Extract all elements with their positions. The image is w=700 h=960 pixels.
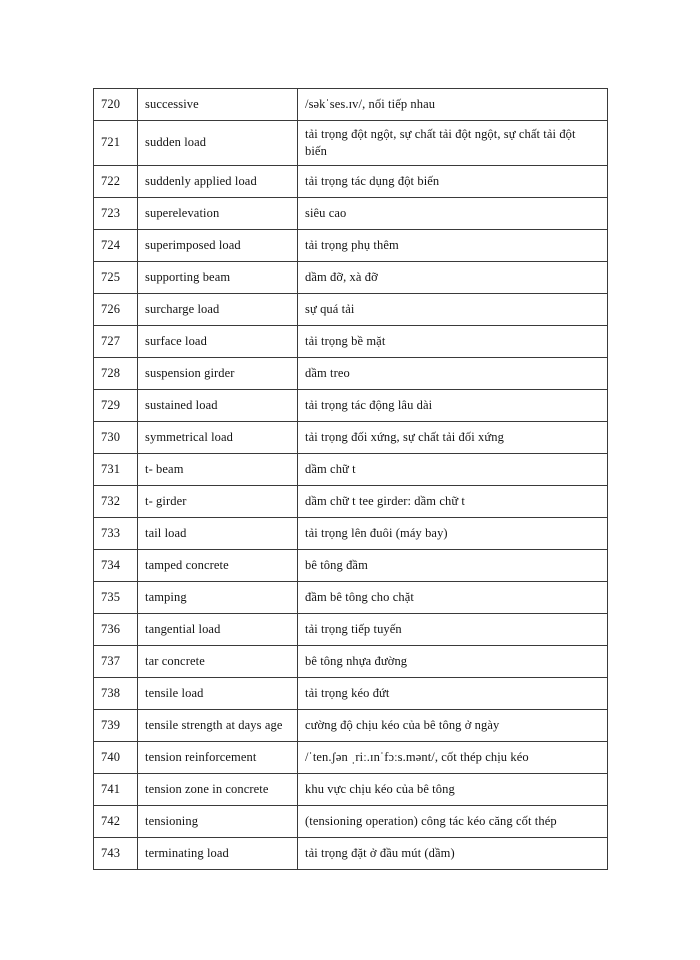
vietnamese-definition: tải trọng phụ thêm xyxy=(298,230,608,262)
table-row xyxy=(94,806,608,838)
entry-number: 734 xyxy=(94,550,138,582)
entry-number: 726 xyxy=(94,294,138,326)
table-row xyxy=(94,230,608,262)
english-term: suddenly applied load xyxy=(138,166,298,198)
table-row xyxy=(94,198,608,230)
english-term: superelevation xyxy=(138,198,298,230)
glossary-table xyxy=(93,88,608,870)
vietnamese-definition: siêu cao xyxy=(298,198,608,230)
vietnamese-definition: tải trọng tiếp tuyến xyxy=(298,614,608,646)
table-row xyxy=(94,550,608,582)
vietnamese-definition: dầm chữ t tee girder: dầm chữ t xyxy=(298,486,608,518)
table-row xyxy=(94,121,608,166)
vietnamese-definition: bê tông đầm xyxy=(298,550,608,582)
entry-number: 730 xyxy=(94,422,138,454)
entry-number: 742 xyxy=(94,806,138,838)
entry-number: 728 xyxy=(94,358,138,390)
vietnamese-definition: tải trọng đột ngột, sự chất tải đột ngột, sự chất tải đột biến xyxy=(298,121,608,166)
table-row xyxy=(94,166,608,198)
english-term: tangential load xyxy=(138,614,298,646)
english-term: tamping xyxy=(138,582,298,614)
english-term: successive xyxy=(138,89,298,121)
table-row xyxy=(94,486,608,518)
vietnamese-definition: tải trọng tác động lâu dài xyxy=(298,390,608,422)
table-row xyxy=(94,454,608,486)
table-row xyxy=(94,614,608,646)
entry-number: 732 xyxy=(94,486,138,518)
english-term: sustained load xyxy=(138,390,298,422)
english-term: tensioning xyxy=(138,806,298,838)
english-term: tamped concrete xyxy=(138,550,298,582)
entry-number: 743 xyxy=(94,838,138,870)
vietnamese-definition: tải trọng đặt ở đầu mút (dầm) xyxy=(298,838,608,870)
english-term: tension zone in concrete xyxy=(138,774,298,806)
entry-number: 721 xyxy=(94,121,138,166)
english-term: tensile strength at days age xyxy=(138,710,298,742)
entry-number: 738 xyxy=(94,678,138,710)
english-term: suspension girder xyxy=(138,358,298,390)
vietnamese-definition: tải trọng tác dụng đột biến xyxy=(298,166,608,198)
table-row xyxy=(94,838,608,870)
vietnamese-definition: tải trọng lên đuôi (máy bay) xyxy=(298,518,608,550)
table-row xyxy=(94,710,608,742)
english-term: tar concrete xyxy=(138,646,298,678)
vietnamese-definition: (tensioning operation) công tác kéo căng cốt thép xyxy=(298,806,608,838)
english-term: tail load xyxy=(138,518,298,550)
entry-number: 737 xyxy=(94,646,138,678)
vietnamese-definition: /ˈten.ʃən ˌriː.ɪnˈfɔːs.mənt/, cốt thép chịu kéo xyxy=(298,742,608,774)
vietnamese-definition: /səkˈses.ɪv/, nối tiếp nhau xyxy=(298,89,608,121)
english-term: t- girder xyxy=(138,486,298,518)
english-term: supporting beam xyxy=(138,262,298,294)
entry-number: 722 xyxy=(94,166,138,198)
entry-number: 740 xyxy=(94,742,138,774)
english-term: t- beam xyxy=(138,454,298,486)
english-term: tensile load xyxy=(138,678,298,710)
glossary-table-body xyxy=(94,89,608,870)
vietnamese-definition: khu vực chịu kéo của bê tông xyxy=(298,774,608,806)
table-row xyxy=(94,678,608,710)
english-term: surcharge load xyxy=(138,294,298,326)
table-row xyxy=(94,422,608,454)
english-term: superimposed load xyxy=(138,230,298,262)
entry-number: 731 xyxy=(94,454,138,486)
entry-number: 720 xyxy=(94,89,138,121)
vietnamese-definition: tải trọng đối xứng, sự chất tải đối xứng xyxy=(298,422,608,454)
entry-number: 736 xyxy=(94,614,138,646)
entry-number: 739 xyxy=(94,710,138,742)
english-term: terminating load xyxy=(138,838,298,870)
table-row xyxy=(94,582,608,614)
entry-number: 733 xyxy=(94,518,138,550)
entry-number: 723 xyxy=(94,198,138,230)
vietnamese-definition: bê tông nhựa đường xyxy=(298,646,608,678)
english-term: sudden load xyxy=(138,121,298,166)
entry-number: 725 xyxy=(94,262,138,294)
vietnamese-definition: cường độ chịu kéo của bê tông ở ngày xyxy=(298,710,608,742)
table-row xyxy=(94,294,608,326)
vietnamese-definition: tải trọng bề mặt xyxy=(298,326,608,358)
table-row xyxy=(94,646,608,678)
table-row xyxy=(94,518,608,550)
table-row xyxy=(94,262,608,294)
table-row xyxy=(94,390,608,422)
vietnamese-definition: sự quá tải xyxy=(298,294,608,326)
entry-number: 741 xyxy=(94,774,138,806)
english-term: surface load xyxy=(138,326,298,358)
table-row xyxy=(94,774,608,806)
entry-number: 729 xyxy=(94,390,138,422)
vietnamese-definition: dầm đỡ, xà đỡ xyxy=(298,262,608,294)
vietnamese-definition: đầm bê tông cho chặt xyxy=(298,582,608,614)
vietnamese-definition: tải trọng kéo đứt xyxy=(298,678,608,710)
table-row xyxy=(94,89,608,121)
table-row xyxy=(94,326,608,358)
table-row xyxy=(94,742,608,774)
table-row xyxy=(94,358,608,390)
entry-number: 724 xyxy=(94,230,138,262)
vietnamese-definition: dầm chữ t xyxy=(298,454,608,486)
entry-number: 727 xyxy=(94,326,138,358)
english-term: tension reinforcement xyxy=(138,742,298,774)
vietnamese-definition: dầm treo xyxy=(298,358,608,390)
english-term: symmetrical load xyxy=(138,422,298,454)
entry-number: 735 xyxy=(94,582,138,614)
